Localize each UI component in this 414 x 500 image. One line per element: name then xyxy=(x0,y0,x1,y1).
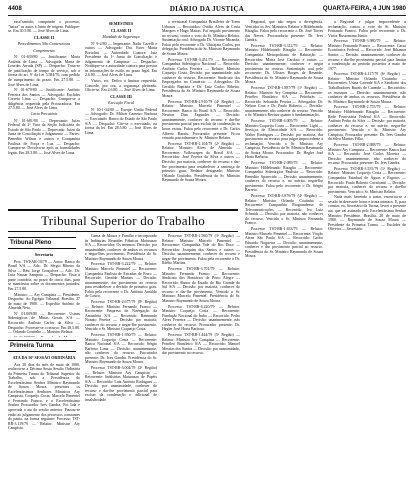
paragraph: CLASSE III xyxy=(110,93,132,99)
paragraph: ATA DA 16ª SESSÃO ORDINÁRIA xyxy=(12,355,76,360)
paragraph: Ministro — Ary Campista — Presidente. Despacho: Ao Egrégio Tribunal. Brasília, 27 de maio de 1980. — Expedito Antônio de Almeida Neto. xyxy=(8,292,80,311)
paragraph: Nº 10-1-34/80 — Exeqte: União Federal — Advogado: Dr. Milton Carneiro Barbosa — Executado: Banco do Estado de São Paulo S/A — Despacho: Cite-se o executado, na forma da lei. Em 28.5.80. — José Alves de Lima. xyxy=(85,107,157,135)
paragraph: Processo TST-RR-2.104/79 (2ª Região) — Relator: Ministro Alves de Almeida — Recorrente: Volkswagen do Brasil S/A — Recorridos: José Pereira da Silva e outros — Decisão: por maioria, conhecer do recurso e dar-lhe provimento para restabelecer a sentença de primeiro grau. Redator designado: Ministro Orlando Coutinho. Presidência do Sr. Ministro Raymundo de Souza Moura. xyxy=(162,141,240,183)
paragraph: Processo TST-RR-1.444/79 (5ª Região) — Relator: Ministro Ary Campista — Recorrente: Petróleo Brasileiro S/A — Recorrido: Manoel Messias dos Santos — Decisão: por unanimidade, dar provimento ao recurso. xyxy=(162,333,240,356)
column-4-top xyxy=(245,20,323,500)
paragraph: Nº 01-681/80 — Deprecante: Juízo Federal da 2ª Vara da Seção Judiciária do Estado de São Paulo — Deprecado: Juízo da Junta de Conciliação e Julgamento — Partes: Benedito Wilson e outros e Companhia Paulista de Força e Luz — Despacho: Cumpra-se. Devolva-se após as formalidades legais. Em 28.5.80. — José Alves de Lima. xyxy=(8,118,80,155)
paragraph: Processo TST-RR-3.451/79 — Recorrente: Companhia Siderúrgica Nacional — Recorrido: Antônio Carlos Ferreira — Relator: Ministro Coqueijo Costa. Decisão: por unanimidade, não conhecer do recurso. Recorrente: Sindicato dos Empregados no Comércio — Advogados: Dr. Geraldo Baptista e Dr. Luiz Carlos Ribeiro. Presidência do Sr. Ministro Raymundo de Souza Moura. xyxy=(162,57,240,98)
paragraph xyxy=(8,336,80,337)
tribunal-title: Tribunal Superior do Trabalho xyxy=(41,213,205,228)
paragraph: Processo TST-RR-1.633/79 — Relator: Ministro Marcelo Pimentel — Recorrente: Viação Aérea São Paulo S/A — Recorrido: Carlos Eduardo Nogueira — Decisão: unanimemente, conhecer e dar provimento parcial ao recurso. Presidência do Sr. Ministro Raymundo de Souza Moura. xyxy=(245,227,323,259)
column-3-bottom xyxy=(162,234,240,500)
column-1-top xyxy=(8,20,80,206)
paragraph: Execução Fiscal xyxy=(108,101,134,106)
paragraph: Processo TST-RR-3.555/79 (1ª Região) — Relator: Ministro Coqueijo Costa — Recorrente: Companhia Estadual de Águas e Esgotos — Recorrido: Paulo Roberto Cavalcanti — Decisão: por maioria, conhecer do recurso e dar-lhe provimento. Vencido o Sr. Ministro Relator. xyxy=(328,166,406,194)
column-1-turma xyxy=(8,354,80,500)
paragraph: Processo TST-RR-2.677/79 (8ª Região) — Relator: Ministro Fernando Franco — Recorrente: Empresa de Navegação da Amazônia S/A — Recorrido: Raimundo Nonato Pereira — Decisão: por maioria, conhecer do recurso e negar-lhe provimento. Vencido o Sr. Ministro Coqueijo Costa. xyxy=(85,300,157,332)
paragraph: Processo TST-RR-3.222/79 — Relator: Ministro Marcelo Pimentel — Recorrente: Companhia Paulista de Estradas de Ferro — Recorrido: Geraldo Martins — Decisão: unanimemente, dar provimento ao recurso para restabelecer a decisão de primeiro grau. Falou pela recorrente o Dr. Antônio Arnaldo de Castro. xyxy=(85,262,157,299)
paragraph: Processo TST-RR-4.005/79 — Relator: Ministro Coqueijo Costa — Recorrente: Light — Serviços de Eletricidade S/A — Recorrido: Walter Rodrigues — Decisão: por maioria, dar provimento ao recurso para julgar improcedente a reclamação. Vencido o Sr. Ministro Ary Campista. Presidência do Sr. Ministro Raymundo de Souza Moura. Procurador: Dr. Hegler José Horta Barbosa. xyxy=(245,119,323,160)
section-pleno-label: Tribunal Pleno xyxy=(10,240,52,246)
paragraph: Mandado de Segurança xyxy=(102,35,140,40)
paragraph: Processo TST-RR-3.004/79 (2ª Região) — Relator: Ministro Ary Campista — Recorrente: Indústrias Matarazzo de Papéis S/A — Recorrido: Luiz Antônio Rodrigues — Decisão: por unanimidade, conhecer do recurso e dar-lhe provimento parcial para excluir da condenação o adicional de insalubridade. xyxy=(85,366,157,402)
paragraph: Carta Precatória xyxy=(30,112,58,117)
paragraph: Processo TST-RR-1.950/79 — Relator: Ministro Coqueijo Costa — Recorrente: Banco Nacional S/A — Recorrido: Sérgio Barbosa Lima — Decisão: unanimemente, não conhecer do recurso. Procurador presente: Dr. Ives Gandra. Presidência do Sr. Ministro Raymundo de Souza Moura. xyxy=(85,333,157,365)
column-1-secretaria xyxy=(8,251,80,337)
header-rule xyxy=(8,15,406,16)
publication-date: QUARTA-FEIRA, 4 JUN 1980 xyxy=(322,5,406,12)
column-3-top xyxy=(162,20,240,206)
paragraph: Aos 20 dias do mês de maio de 1980, realizou-se a Décima Sexta Sessão Ordinária da Primeira Turma do Tribunal Superior do Trabalho, sob a Presidência do Excelentíssimo Senhor Ministro Raymundo de Souza Moura, presentes os Excelentíssimos Senhores Ministros Ary Campista, Coqueijo Costa, Marcelo Pimentel e Fernando Franco, e o Excelentíssimo Senhor Procurador Ives Gandra. Foi lida e aprovada a ata da sessão anterior. Passou-se então ao julgamento dos processos constantes da pauta, na forma seguinte: Processo TST-RR-3.119/79 — Relator: Ministro Ary Campista. xyxy=(8,362,80,431)
secretaria-body xyxy=(8,260,80,337)
paragraph: Gama de Moura e Família e incorporado às Indústrias Reunidas Fábricas Matarazzo S/A — Recorridos: Os mesmos. Decisão: por unanimidade, conhecer de ambos os recursos e negar-lhes provimento. Presidência do Sr. Ministro Raymundo de Souza Moura. xyxy=(85,234,157,261)
section-primeira-turma-label: Primeira Turma xyxy=(10,343,54,349)
paragraph: Procedimentos Não Contenciosos xyxy=(17,42,71,47)
paragraph: Nº 01-679/80 — Justificante: Antônio Ferreira dos Santos — Advogado: Euclides Correia Lima — Despacho: Cumpra-se a diligência requerida pela Procuradoria. Em 27.5.80. — José Alves de Lima. xyxy=(8,88,80,111)
section-pleno xyxy=(8,237,76,249)
paragraph: CLASSE II xyxy=(33,34,55,40)
secretaria-heading: Secretaria xyxy=(34,252,54,257)
publication-title: DIÁRIO DA JUSTIÇA xyxy=(169,5,245,13)
paragraph: o revisional Companhia Brasileira de Trens Urbanos — Recorridos: Ovídio Alves da Costa Marques e Hugo Matias. Foi negado provimento ao recurso, contra o voto do Sr. Ministro Relator. Sustentação oral: Advogado Dr. Vicente Miranda. Falou pela recorrente o Dr. Ubirajara Carlos, por delegação. Presidência do Sr. Ministro Raymundo de Souza Moura. xyxy=(162,20,240,56)
paragraph: Cumprimento xyxy=(33,48,55,53)
paragraph: Processo TST-RR-4.117/79 (6ª Região) — Relator: Ministro Orlando Coutinho — Recorrentes: Usina Catende S/A e Sindicato dos Trabalhadores Rurais de Catende — Recorridos: os mesmos — Decisão: unanimemente, não conhecer de ambos os recursos. Presidência do Sr. Ministro Raymundo de Souza Moura. xyxy=(328,72,406,104)
section-primeira-turma xyxy=(8,340,76,352)
tribunal-banner xyxy=(8,209,238,232)
paragraph: Processo TST-RR-3.312/79 — Relator: Ministro Hildebrando Bisaglia — Recorrente: Companhia Metropolitana de Habitação — Recorridos: Maria José Cardoso e outras — Decisão: unanimemente, conhecer e negar provimento ao recurso. Sustentação oral pelo recorrente: Dr. Ulisses Borges de Resende. Presidência do Sr. Ministro Raymundo de Souza Moura. xyxy=(245,43,323,85)
paragraph: Nº 9-2/80 — Impetrante: Nadir Cazelli e outros — Advogado: Dra. Ester Maria Bortolini — Autoridade Coatora: Juiz Presidente da 1ª Junta de Conciliação e Julgamento de Campinas — Despacho: Notifique-se a autoridade coatora para prestar as informações de estilo, no prazo legal. Em 2.6.80. — José Alves de Lima. xyxy=(85,41,157,78)
paragraph: a Regional e julgar improcedente a reclamação, contra o voto do Sr. Ministro Fernando Franco. Falou pelo recorrente o Dr. Victor Russomano Júnior. xyxy=(328,20,406,38)
paragraph: CLASSE II xyxy=(110,27,132,33)
paragraph: Processo TST-RR-3.701/79 — Relator: Ministro Fernando Franco — Recorrente: Sindicato dos Bancários de Porto Alegre — Recorrido: Banco do Estado do Rio Grande do Sul S/A — Decisão: por maioria, conhecer do recurso e dar-lhe provimento. Vencido o Sr. Ministro Marcelo Pimentel. Presidência do Sr. Ministro Raymundo de Souza Moura. xyxy=(162,267,240,303)
paragraph: Nada mais havendo a tratar, encerrou-se a sessão às dezessete horas e trinta minutos. E, para constar, eu, Secretário da Turma, lavrei a presente ata, que vai assinada pelo Excelentíssimo Senhor Ministro Presidente. Brasília, 20 de maio de 1980. — Raymundo de Souza Moura — Presidente da Primeira Turma. — Euclides de Oliveira — Secretário. xyxy=(328,195,406,232)
paragraph: Processo TST-RR-2.988/79 — Relator: Ministro Ary Campista — Recorrente: Banco Itaú S/A — Recorrido: José Carlos Moreira — Decisão: unanimemente, não conhecer do recurso. Procurador presente: Dr. Ives Gandra. xyxy=(328,142,406,166)
paragraph: Processo TST-RR-2.560/79 (3ª Região) — Relator: Ministro Marcelo Pimentel — Recorrente: Companhia Vale do Rio Doce — Recorridos: Joaquim dos Santos e outros — Decisão: unanimemente, conhecer do recurso e negar-lhe provimento. Falou pela recorrente o Dr. Ildélio Martins. xyxy=(162,234,240,266)
paragraph: Processo TST-RR-3.876/79 (4ª Região) — Relator: Ministro Orlando Coutinho — Recorrente: Companhia Riograndense de Telecomunicações — Recorrido: Ivo Luiz Schmidt — Decisão: por maioria, não conhecer do recurso. Vencido o Sr. Ministro Fernando Franco. xyxy=(245,194,323,226)
paragraph: Proc. TST-AR-10/79 — Autor: Banco do Brasil S/A — Adv.: Dr. Sérgio Ribeiro da Silva — Réu: Jorge Gonçalves — Adv.: Dr. Luiz Nassar Sampaio — Despacho: Vista à parte contrária, no prazo de cinco dias, para se manifestar sobre os documentos juntados. Em 27.5.80. xyxy=(8,259,80,291)
paragraph: Vistos, etc. Defiro a liminar requerida. Concedo, por ora, a segurança pleiteada. Oficie-se. Em 2.6.80. — José Alves de Lima. xyxy=(85,79,157,93)
column-5-top xyxy=(328,20,406,500)
paragraph: Processo TST-RR-2.755/79 — Relator: Ministro Hildebrando Bisaglia — Recorrente: Rede Ferroviária Federal S/A — Recorrido: Antônio Pedro da Silva — Decisão: por maioria, conhecer do recurso e, no mérito, negar-lhe provimento. Vencido o Sr. Ministro Ary Campista. Procurador presente: Dr. Ives Gandra da Silva Martins Filho. xyxy=(328,105,406,142)
paragraph: Processo TST-RR-2.089/79 — Relator: Ministro Hildebrando Bisaglia — Recorrente: Companhia Siderúrgica Paulista — Recorrido: Benedito Aparecido — Decisão: unanimemente, conhecer do recurso e, no mérito, negar-lhe provimento. Falou pelo recorrente o Dr. Sérgio Barreto. xyxy=(245,161,323,193)
paragraph: Processo TST-RR-3.980/79 — Relator: Ministro Fernando Franco — Recorrente: Caixa Econômica Federal — Recorrido: José Ribamar Santos — Decisão: unanimemente, conhecer do recurso e dar-lhe provimento parcial para limitar a condenação ao período posterior a maio de 1977. xyxy=(328,39,406,71)
paragraph: Nº 01.009/80 — Recorrente: Usinas Siderúrgicas de Minas Gerais S/A — Recorrido: Antônio Carlos da Silva — Despacho: Processe-se o recurso. Em 28.5.80. — Orlando Coutinho — Ministro Relator. xyxy=(8,311,80,335)
paragraph: Processo TST-RR-4.220/79 — Relator: Ministro Coqueijo Costa — Recorrente: Fundação Nacional do Índio — Recorrido: Pedro Alves Ferreira — Decisão: unanimemente, não conhecer do recurso. Procurador presente: Dr. Hegler José Horta Barbosa. xyxy=(162,304,240,332)
column-2-top xyxy=(85,20,157,206)
column-2-bottom xyxy=(85,234,157,500)
paragraph: Nº 01-639/80 — Justificante: Maria Antônia de Lima — Advogada: Maria de Lourdes Arruda (SP) — Despacho: Trata-se de justificação de tempo de serviço, sob a forma do art. 9º da Lei 5.584/70, com pedido de cumprimento do prazo. Em 27.5.80. — José Alves de Lima. xyxy=(8,55,80,87)
page-number: 4408 xyxy=(8,5,22,12)
paragraph: SEMESTRES xyxy=(108,21,134,26)
paragraph: Processo TST-RR-1.887/79 (1ª Região) — Relator: Ministro Ary Campista — Recorrente: Petróleo Brasileiro S/A — Petrobrás — Recorrido: Sebastião Pereira — Advogados: Dr. Nelson Cruz e Dr. Paulo Roberto — Decisão: unanimemente, não conhecer do recurso. Vencido o Sr. Ministro Revisor quanto à fundamentação. xyxy=(245,86,323,118)
paragraph: essa"sentido, cumprindo o processo, "baixa" os autos à Junta de origem. Publique-se. Em 30.5.80. — José Alves de Lima. xyxy=(8,20,80,34)
paragraph: Regional, que não negou a divergência. Vencidos os Srs. Ministros Relator e Hildebrando Bisaglia. Falou pelo recorrente o Dr. José Torres das Neves. Procuradoria presente: Dr. Ives Gandra. xyxy=(245,20,323,43)
paragraph: Processo TST-RR-2.910/79 (4ª Região) — Relator: Ministro Marcelo Pimentel — Recorrente: Banco do Brasil S/A — Recorrido: Newton Dias Fagundes — Decisão: unanimemente, conhecer do recurso e dar-lhe provimento parcial para excluir da condenação as horas extras. Falou pelo recorrente o Dr. Carlos Alberto Barata. Procurador presente. Ficou vencido parcialmente o Sr. Ministro Relator. xyxy=(162,99,240,141)
